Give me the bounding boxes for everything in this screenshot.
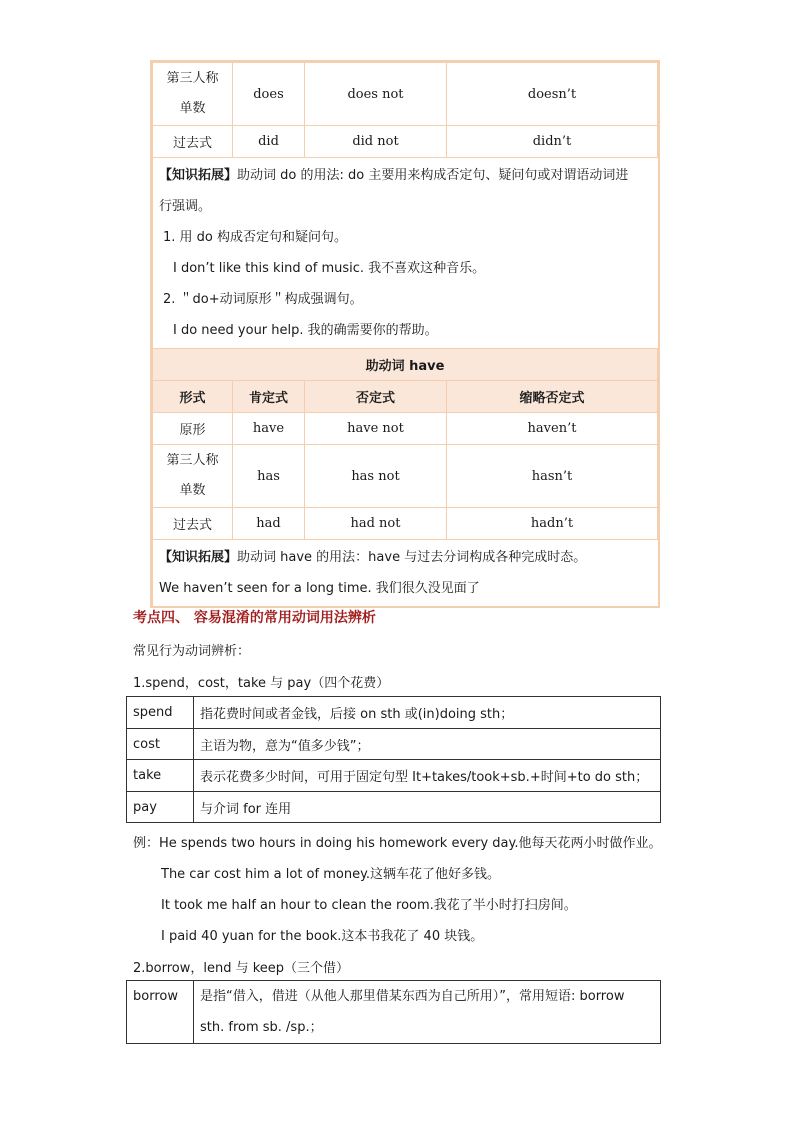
example-line: The car cost him a lot of money.这辆车花了他好多钱。: [161, 867, 501, 882]
form-line: 单数: [179, 483, 206, 498]
form-cell: [153, 445, 233, 508]
note-line: 行强调。: [159, 199, 212, 214]
form-line: 第三人称: [166, 453, 219, 468]
neg-cell: does not: [305, 63, 447, 126]
form-cell: [153, 63, 233, 126]
table-row: [127, 729, 661, 760]
table-row: [127, 760, 661, 792]
note-tag: 【知识拓展】: [159, 168, 238, 183]
header-neg: 否定式: [305, 381, 447, 413]
verb-cell: spend: [127, 697, 194, 729]
neg-cell: has not: [305, 445, 447, 508]
short-cell: haven’t: [447, 413, 658, 445]
have-table: [152, 348, 658, 540]
table-row: [153, 413, 658, 445]
have-header-row: [153, 381, 658, 413]
note-line: [159, 542, 652, 573]
note-example: I do need your help. 我的确需要你的帮助。: [173, 323, 438, 338]
note-example: We haven’t seen for a long time. 我们很久没见面了: [159, 581, 480, 596]
verb-cell: pay: [127, 792, 194, 823]
form-line: 第三人称: [166, 71, 219, 86]
note-text: 助动词 have 的用法：have 与过去分词构成各种完成时态。: [237, 550, 587, 565]
short-cell: doesn’t: [447, 63, 658, 126]
verb-cell: take: [127, 760, 194, 792]
have-title-row: [153, 349, 658, 381]
header-short: 缩略否定式: [447, 381, 658, 413]
note-line: [159, 160, 652, 191]
usage-cell: 与介词 for 连用: [194, 792, 661, 823]
note-text: 助动词 do 的用法: do 主要用来构成否定句、疑问句或对谓语动词进: [237, 168, 629, 183]
usage-cell: 指花费时间或者金钱，后接 on sth 或(in)doing sth；: [194, 697, 661, 729]
form-cell: 过去式: [153, 126, 233, 158]
auxiliary-verbs-box: [150, 60, 660, 608]
aff-cell: did: [233, 126, 305, 158]
note-example: I don’t like this kind of music. 我不喜欢这种音乐。: [173, 261, 486, 276]
example-line: 例：He spends two hours in doing his homework every day.他每天花两小时做作业。: [133, 836, 662, 851]
example-line: It took me half an hour to clean the room.我花了半小时打扫房间。: [161, 898, 577, 913]
aff-cell: has: [233, 445, 305, 508]
borrow-lend-table: [126, 980, 661, 1044]
section-intro: 常见行为动词辨析：: [133, 644, 251, 659]
subheading-spend-cost: 1.spend，cost，take 与 pay（四个花费）: [133, 676, 390, 691]
short-cell: didn’t: [447, 126, 658, 158]
table-row: [153, 508, 658, 540]
verb-cell: cost: [127, 729, 194, 760]
usage-line: 是指“借入，借进（从他人那里借某东西为自己所用）”，常用短语: borrow: [200, 989, 625, 1004]
note-item: 2. ＂do+动词原形＂构成强调句。: [163, 292, 363, 307]
aff-cell: had: [233, 508, 305, 540]
example-line: I paid 40 yuan for the book.这本书我花了 40 块钱。: [161, 929, 484, 944]
table-row: [127, 981, 661, 1044]
usage-cell: [194, 981, 661, 1044]
table-row: [127, 697, 661, 729]
section-title: 考点四、 容易混淆的常用动词用法辨析: [133, 610, 376, 626]
header-aff: 肯定式: [233, 381, 305, 413]
usage-cell: 主语为物，意为“值多少钱”；: [194, 729, 661, 760]
note-item: 1. 用 do 构成否定句和疑问句。: [163, 230, 348, 245]
subheading-borrow-lend: 2.borrow，lend 与 keep（三个借）: [133, 961, 350, 976]
do-table: [152, 62, 658, 158]
table-row: [153, 126, 658, 158]
spend-cost-table: [126, 696, 661, 823]
table-row: [127, 792, 661, 823]
note-tag: 【知识拓展】: [159, 550, 238, 565]
short-cell: hadn’t: [447, 508, 658, 540]
aff-cell: have: [233, 413, 305, 445]
table-row: [153, 445, 658, 508]
table-row: [153, 63, 658, 126]
neg-cell: did not: [305, 126, 447, 158]
have-knowledge-note: [152, 540, 658, 606]
form-cell: 原形: [153, 413, 233, 445]
usage-cell: 表示花费多少时间，可用于固定句型 It+takes/took+sb.+时间+to do sth；: [194, 760, 661, 792]
usage-line: sth. from sb. /sp.；: [200, 1020, 323, 1035]
have-table-title: 助动词 have: [153, 349, 658, 381]
aff-cell: does: [233, 63, 305, 126]
do-knowledge-note: [152, 158, 658, 348]
header-form: 形式: [153, 381, 233, 413]
short-cell: hasn’t: [447, 445, 658, 508]
neg-cell: had not: [305, 508, 447, 540]
form-line: 单数: [179, 101, 206, 116]
verb-cell: borrow: [127, 981, 194, 1044]
form-cell: 过去式: [153, 508, 233, 540]
neg-cell: have not: [305, 413, 447, 445]
